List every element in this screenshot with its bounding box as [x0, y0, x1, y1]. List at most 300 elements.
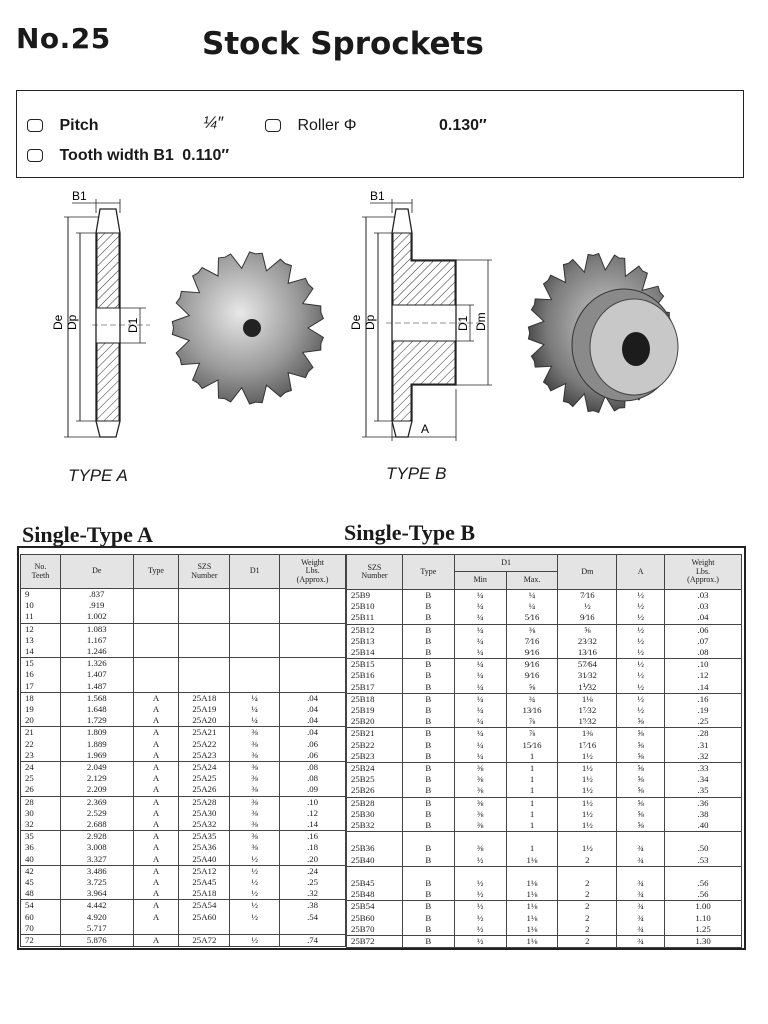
d1-min-cell: ⅜ [454, 797, 506, 809]
type-cell [133, 681, 179, 693]
dm-cell: 2 [558, 855, 617, 867]
teeth-cell: 16 [21, 669, 61, 680]
weight-cell: .56 [665, 878, 742, 889]
de-cell: 3.327 [60, 854, 133, 866]
szs-number-cell: 25A40 [179, 854, 230, 866]
d1-max-cell: 13⁄16 [506, 705, 558, 716]
dm-cell: 1½ [558, 763, 617, 775]
table-row [21, 762, 346, 774]
label-b1: B1 [370, 189, 385, 203]
col-header-szs: SZS Number [179, 555, 230, 589]
d1-cell [230, 600, 280, 611]
d1-max-cell: 1⅛ [506, 924, 558, 936]
szs-number-cell: 25B36 [347, 843, 403, 854]
weight-cell: .03 [665, 601, 742, 612]
table-row [21, 796, 346, 808]
d1-min-cell: ¼ [454, 716, 506, 728]
label-de: De [51, 314, 65, 330]
a-cell: ¾ [617, 924, 665, 936]
szs-number-cell [347, 866, 403, 878]
label-d1: D1 [456, 315, 470, 331]
table-row [347, 843, 742, 854]
table-row [21, 646, 346, 658]
dm-cell: 9⁄16 [558, 612, 617, 624]
szs-number-cell: 25A30 [179, 808, 230, 819]
d1-min-cell: ¼ [454, 590, 506, 602]
type-cell [133, 923, 179, 935]
d1-cell [230, 646, 280, 658]
weight-cell [280, 600, 346, 611]
weight-cell [280, 635, 346, 646]
bore-hole-icon [622, 332, 650, 366]
d1-cell: ⅜ [230, 750, 280, 762]
table-row [347, 913, 742, 924]
de-cell: 3.964 [60, 888, 133, 900]
teeth-cell: 17 [21, 681, 61, 693]
label-de: De [349, 314, 363, 330]
table-row [347, 659, 742, 671]
type-cell: A [133, 842, 179, 853]
a-cell: ½ [617, 612, 665, 624]
dm-cell: 31⁄32 [558, 670, 617, 681]
type-cell: A [133, 692, 179, 704]
de-cell: 5.876 [60, 935, 133, 947]
d1-cell: ¼ [230, 692, 280, 704]
teeth-cell: 42 [21, 865, 61, 877]
d1-max-cell [506, 832, 558, 844]
teeth-cell: 45 [21, 877, 61, 888]
weight-cell: .06 [280, 739, 346, 750]
type-a-label: TYPE A [68, 466, 128, 485]
szs-number-cell: 25A54 [179, 900, 230, 912]
de-cell: .919 [60, 600, 133, 611]
col-header-d1-min: Min [454, 572, 506, 590]
weight-cell: .07 [665, 636, 742, 647]
type-cell: A [133, 877, 179, 888]
type-cell: B [402, 785, 454, 797]
col-header-weight: Weight Lbs. (Approx.) [280, 555, 346, 589]
dm-cell: 1⅛ [558, 693, 617, 705]
type-cell: B [402, 913, 454, 924]
type-cell: A [133, 750, 179, 762]
checkbox-icon [27, 149, 43, 162]
type-b-table [346, 554, 742, 948]
a-cell: ½ [617, 636, 665, 647]
d1-cell [230, 669, 280, 680]
weight-cell [665, 866, 742, 878]
d1-min-cell: ¼ [454, 659, 506, 671]
table-row [21, 819, 346, 831]
table-row [21, 611, 346, 623]
table-row [347, 740, 742, 751]
diagram-area [0, 185, 768, 505]
weight-cell: .06 [280, 750, 346, 762]
dm-cell: ⅝ [558, 624, 617, 636]
dm-cell: 2 [558, 878, 617, 889]
teeth-cell: 21 [21, 727, 61, 739]
label-dp: Dp [363, 314, 377, 330]
teeth-cell: 13 [21, 635, 61, 646]
szs-number-cell: 25B26 [347, 785, 403, 797]
d1-max-cell: 1⅛ [506, 913, 558, 924]
szs-number-cell: 25A45 [179, 877, 230, 888]
type-cell: A [133, 704, 179, 715]
szs-number-cell [179, 923, 230, 935]
d1-min-cell: ⅜ [454, 809, 506, 820]
type-cell: B [402, 843, 454, 854]
weight-cell: .38 [665, 809, 742, 820]
d1-max-cell: ¼ [506, 590, 558, 602]
teeth-cell: 23 [21, 750, 61, 762]
teeth-cell: 60 [21, 912, 61, 923]
d1-max-cell: 15⁄16 [506, 740, 558, 751]
de-cell: 1.326 [60, 658, 133, 670]
szs-number-cell: 25B17 [347, 682, 403, 694]
dm-cell: 7⁄16 [558, 590, 617, 602]
label-a: A [421, 422, 430, 436]
d1-cell: ⅜ [230, 842, 280, 853]
col-header-type: Type [133, 555, 179, 589]
a-cell: ⅝ [617, 763, 665, 775]
d1-max-cell: 1 [506, 774, 558, 785]
pitch-value: ¼″ [203, 113, 224, 132]
weight-cell: .04 [665, 612, 742, 624]
d1-min-cell: ½ [454, 878, 506, 889]
table-row [21, 635, 346, 646]
type-cell: A [133, 900, 179, 912]
teeth-cell: 70 [21, 923, 61, 935]
szs-number-cell: 25A18 [179, 888, 230, 900]
d1-min-cell: ⅜ [454, 785, 506, 797]
d1-min-cell [454, 832, 506, 844]
dm-cell: 1½ [558, 797, 617, 809]
de-cell: 1.083 [60, 623, 133, 635]
table-row [21, 589, 346, 601]
szs-number-cell: 25A60 [179, 912, 230, 923]
weight-cell: .09 [280, 784, 346, 796]
d1-cell [230, 923, 280, 935]
de-cell: 1.167 [60, 635, 133, 646]
de-cell: 3.725 [60, 877, 133, 888]
teeth-cell: 10 [21, 600, 61, 611]
table-row [347, 751, 742, 763]
d1-cell: ⅜ [230, 784, 280, 796]
weight-cell: .04 [280, 715, 346, 727]
roller-spec [265, 117, 356, 135]
d1-max-cell: ¾ [506, 693, 558, 705]
dm-cell: 1⁷⁄32 [558, 705, 617, 716]
type-cell: A [133, 773, 179, 784]
szs-number-cell: 25A72 [179, 935, 230, 947]
d1-min-cell [454, 866, 506, 878]
d1-min-cell: ¼ [454, 624, 506, 636]
szs-number-cell [179, 600, 230, 611]
szs-number-cell: 25B60 [347, 913, 403, 924]
a-cell: ⅝ [617, 820, 665, 832]
de-cell: 1.648 [60, 704, 133, 715]
d1-min-cell: ¼ [454, 728, 506, 740]
dm-cell: 57⁄64 [558, 659, 617, 671]
table-row [347, 855, 742, 867]
type-cell: B [402, 763, 454, 775]
a-cell: ⅝ [617, 728, 665, 740]
col-header-d1-max: Max. [506, 572, 558, 590]
dm-cell [558, 832, 617, 844]
d1-cell: ⅜ [230, 773, 280, 784]
table-row [347, 590, 742, 602]
table-row [347, 716, 742, 728]
d1-max-cell: 1⅛ [506, 878, 558, 889]
section-title-type-a: Single-Type A [22, 522, 154, 547]
weight-cell: .35 [665, 785, 742, 797]
type-cell: B [402, 647, 454, 659]
table-row [347, 624, 742, 636]
type-cell [133, 658, 179, 670]
teeth-cell: 48 [21, 888, 61, 900]
label-dp: Dp [65, 314, 79, 330]
dm-cell: 2 [558, 913, 617, 924]
teeth-cell: 12 [21, 623, 61, 635]
col-header-d1: D1 [454, 555, 558, 572]
dm-cell: 2 [558, 924, 617, 936]
d1-cell: ½ [230, 877, 280, 888]
type-cell: B [402, 659, 454, 671]
type-cell: B [402, 716, 454, 728]
type-cell: A [133, 727, 179, 739]
type-cell: B [402, 670, 454, 681]
teeth-cell: 9 [21, 589, 61, 601]
a-cell: ½ [617, 705, 665, 716]
d1-min-cell: ¼ [454, 751, 506, 763]
szs-number-cell: 25B24 [347, 763, 403, 775]
d1-min-cell: ¼ [454, 670, 506, 681]
dm-cell: 1½ [558, 785, 617, 797]
szs-number-cell: 25B11 [347, 612, 403, 624]
type-cell: B [402, 705, 454, 716]
szs-number-cell: 25A19 [179, 704, 230, 715]
weight-cell: .19 [665, 705, 742, 716]
szs-number-cell [179, 669, 230, 680]
roller-value: 0.130″ [439, 117, 487, 134]
a-cell: ¾ [617, 901, 665, 913]
d1-cell: ⅜ [230, 739, 280, 750]
d1-max-cell: 1 [506, 820, 558, 832]
szs-number-cell: 25A18 [179, 692, 230, 704]
weight-cell: .50 [665, 843, 742, 854]
type-cell: A [133, 808, 179, 819]
col-header-d1: D1 [230, 555, 280, 589]
de-cell: 2.049 [60, 762, 133, 774]
d1-min-cell: ⅜ [454, 774, 506, 785]
type-cell [402, 832, 454, 844]
teeth-cell: 54 [21, 900, 61, 912]
table-row [21, 865, 346, 877]
spec-box [16, 90, 744, 178]
roller-label: Roller Φ [297, 117, 357, 134]
weight-cell: .36 [665, 797, 742, 809]
checkbox-icon [265, 119, 281, 132]
d1-max-cell: 1 [506, 751, 558, 763]
teeth-cell: 28 [21, 796, 61, 808]
szs-number-cell: 25B30 [347, 809, 403, 820]
d1-cell: ½ [230, 900, 280, 912]
page-title: Stock Sprockets [202, 26, 484, 62]
de-cell: 1.407 [60, 669, 133, 680]
col-header-weight: Weight Lbs. (Approx.) [665, 555, 742, 590]
weight-cell: .34 [665, 774, 742, 785]
a-cell: ¾ [617, 843, 665, 854]
d1-cell: ½ [230, 865, 280, 877]
d1-cell: ¼ [230, 715, 280, 727]
de-cell: 2.369 [60, 796, 133, 808]
szs-number-cell: 25A25 [179, 773, 230, 784]
szs-number-cell: 25B48 [347, 889, 403, 901]
type-cell: A [133, 865, 179, 877]
weight-cell [280, 658, 346, 670]
szs-number-cell: 25A36 [179, 842, 230, 853]
type-cell [133, 623, 179, 635]
a-cell: ½ [617, 659, 665, 671]
table-row [347, 774, 742, 785]
col-header-dm: Dm [558, 555, 617, 590]
weight-cell: .16 [280, 831, 346, 843]
type-cell: B [402, 693, 454, 705]
d1-cell [230, 611, 280, 623]
a-cell: ½ [617, 647, 665, 659]
type-cell [133, 635, 179, 646]
d1-cell: ⅜ [230, 762, 280, 774]
de-cell: 1.969 [60, 750, 133, 762]
szs-number-cell: 25A12 [179, 865, 230, 877]
type-cell: B [402, 855, 454, 867]
weight-cell: .08 [280, 773, 346, 784]
table-row [21, 623, 346, 635]
table-row [21, 704, 346, 715]
type-cell [133, 589, 179, 601]
szs-number-cell: 25A35 [179, 831, 230, 843]
type-cell: B [402, 601, 454, 612]
d1-cell: ⅜ [230, 727, 280, 739]
type-cell: A [133, 888, 179, 900]
szs-number-cell: 25B23 [347, 751, 403, 763]
a-cell: ⅝ [617, 716, 665, 728]
weight-cell: .14 [280, 819, 346, 831]
table-row [347, 797, 742, 809]
table-row [21, 669, 346, 680]
table-row [21, 750, 346, 762]
pitch-spec [27, 117, 99, 135]
de-cell: 4.920 [60, 912, 133, 923]
dm-cell: 2 [558, 901, 617, 913]
weight-cell: .28 [665, 728, 742, 740]
d1-max-cell: ⅞ [506, 728, 558, 740]
d1-min-cell: ½ [454, 889, 506, 901]
d1-max-cell: 1 [506, 843, 558, 854]
type-cell: B [402, 889, 454, 901]
de-cell: 2.129 [60, 773, 133, 784]
type-b-label: TYPE B [386, 464, 447, 483]
d1-max-cell: 1 [506, 809, 558, 820]
d1-max-cell: 1 [506, 785, 558, 797]
table-row [347, 901, 742, 913]
table-row [347, 820, 742, 832]
type-cell [133, 669, 179, 680]
szs-number-cell: 25B40 [347, 855, 403, 867]
weight-cell: .33 [665, 763, 742, 775]
d1-min-cell: ½ [454, 855, 506, 867]
teeth-cell: 36 [21, 842, 61, 853]
d1-max-cell [506, 866, 558, 878]
de-cell: 1.568 [60, 692, 133, 704]
type-cell: A [133, 831, 179, 843]
table-row [347, 693, 742, 705]
a-cell: ¾ [617, 913, 665, 924]
a-cell [617, 832, 665, 844]
weight-cell: .56 [665, 889, 742, 901]
type-cell: B [402, 924, 454, 936]
de-cell: 1.809 [60, 727, 133, 739]
type-cell: A [133, 819, 179, 831]
table-row [21, 842, 346, 853]
szs-number-cell [179, 646, 230, 658]
szs-number-cell: 25B19 [347, 705, 403, 716]
table-row [21, 912, 346, 923]
szs-number-cell [179, 611, 230, 623]
weight-cell: .04 [280, 727, 346, 739]
type-cell: B [402, 636, 454, 647]
type-b-section-drawing [362, 199, 492, 441]
table-row [347, 866, 742, 878]
teeth-cell: 11 [21, 611, 61, 623]
szs-number-cell: 25A20 [179, 715, 230, 727]
a-cell: ½ [617, 693, 665, 705]
a-cell: ¾ [617, 855, 665, 867]
szs-number-cell [179, 635, 230, 646]
d1-cell: ½ [230, 888, 280, 900]
table-row [21, 877, 346, 888]
a-cell: ½ [617, 624, 665, 636]
teeth-cell: 24 [21, 762, 61, 774]
weight-cell [665, 832, 742, 844]
szs-number-cell: 25B15 [347, 659, 403, 671]
tooth-width-label: Tooth width B1 [59, 147, 174, 164]
a-cell: ¾ [617, 878, 665, 889]
d1-max-cell: 1⅛ [506, 901, 558, 913]
weight-cell: .12 [280, 808, 346, 819]
d1-cell: ½ [230, 854, 280, 866]
weight-cell: 1.25 [665, 924, 742, 936]
szs-number-cell [347, 832, 403, 844]
table-row [347, 670, 742, 681]
d1-min-cell: ¼ [454, 740, 506, 751]
teeth-cell: 15 [21, 658, 61, 670]
table-row [347, 809, 742, 820]
type-cell: B [402, 624, 454, 636]
pitch-label: Pitch [59, 117, 99, 134]
bore-hole-icon [243, 319, 261, 337]
dm-cell: 1⁹⁄32 [558, 716, 617, 728]
dm-cell: 1⁷⁄16 [558, 740, 617, 751]
table-row [347, 785, 742, 797]
teeth-cell: 40 [21, 854, 61, 866]
type-cell: A [133, 762, 179, 774]
de-cell: 4.442 [60, 900, 133, 912]
szs-number-cell: 25B20 [347, 716, 403, 728]
d1-max-cell: ⅞ [506, 716, 558, 728]
d1-max-cell: ¼ [506, 601, 558, 612]
weight-cell: .16 [665, 693, 742, 705]
weight-cell [280, 669, 346, 680]
